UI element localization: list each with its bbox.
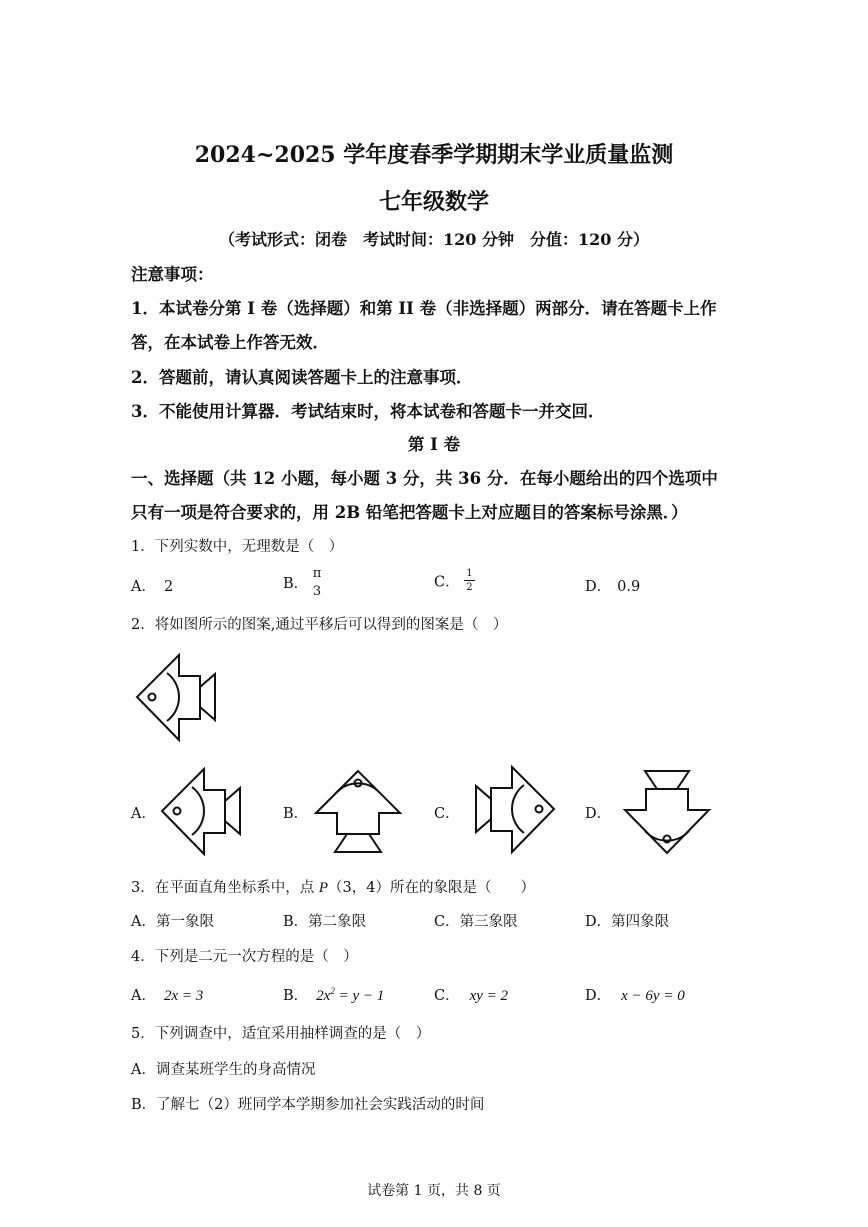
q4-option-d[interactable]: D． x − 6y = 0: [585, 988, 685, 1004]
note-3: 3．不能使用计算器．考试结束时，将本试卷和答题卡一并交回．: [131, 402, 605, 421]
q1-option-b[interactable]: B． π 3: [283, 566, 322, 599]
q3-option-a[interactable]: A．第一象限: [131, 914, 214, 930]
q2-option-a-label[interactable]: A．: [131, 806, 156, 822]
fraction-one-half: $\frac{1}{2}$: [466, 568, 473, 593]
q1-option-c[interactable]: C． $\frac{1}{2}$: [434, 568, 473, 593]
note-2: 2．答题前，请认真阅读答题卡上的注意事项．: [131, 368, 473, 387]
q2-option-c-fish-figure[interactable]: [469, 764, 559, 856]
page-footer: 试卷第 1 页，共 8 页: [367, 1183, 501, 1199]
exam-info: （考试形式：闭卷 考试时间：120 分钟 分值：120 分）: [219, 230, 649, 249]
note-1-line-2: 答，在本试卷上作答无效．: [131, 333, 329, 352]
q3-option-b[interactable]: B．第二象限: [283, 914, 367, 930]
question-5-stem: 5．下列调查中，适宜采用抽样调查的是（ ）: [131, 1026, 431, 1042]
q4-option-b[interactable]: B． $2x^2 = y - 1$: [283, 986, 385, 1004]
volume-heading: 第 I 卷: [407, 435, 461, 454]
notes-heading: 注意事项：: [131, 265, 214, 284]
q2-option-d-label[interactable]: D．: [585, 806, 612, 822]
section-heading-line-1: 一、选择题（共 12 小题，每小题 3 分，共 36 分．在每小题给出的四个选项中: [131, 469, 718, 488]
exam-subtitle: 七年级数学: [378, 189, 489, 215]
q2-option-c-label[interactable]: C．: [434, 806, 460, 822]
q2-original-fish-figure: [134, 652, 224, 744]
question-2-stem: 2．将如图所示的图案,通过平移后可以得到的图案是（ ）: [131, 617, 508, 633]
q2-option-b-fish-figure[interactable]: [314, 768, 404, 858]
question-3-stem: 3．在平面直角坐标系中，点 P（3，4）所在的象限是（ ）: [131, 880, 535, 896]
question-1-stem: 1．下列实数中，无理数是（ ）: [131, 539, 344, 555]
question-4-stem: 4．下列是二元一次方程的是（ ）: [131, 949, 358, 965]
exam-title: 2024~2025 学年度春季学期期末学业质量监测: [194, 142, 674, 168]
q2-option-d-fish-figure[interactable]: [622, 768, 712, 858]
q2-option-a-fish-figure[interactable]: [159, 766, 249, 858]
q4-option-a[interactable]: A． 2x = 3: [131, 988, 204, 1004]
q1-option-d[interactable]: D． 0.9: [585, 579, 641, 595]
q3-option-c[interactable]: C．第三象限: [434, 914, 518, 930]
q4-option-c[interactable]: C． xy = 2: [434, 988, 509, 1004]
q5-option-b[interactable]: B．了解七（2）班同学本学期参加社会实践活动的时间: [131, 1097, 485, 1113]
q1-option-a[interactable]: A． 2: [131, 579, 174, 595]
note-1-line-1: 1．本试卷分第 I 卷（选择题）和第 II 卷（非选择题）两部分．请在答题卡上作: [131, 299, 717, 318]
q5-option-a[interactable]: A．调查某班学生的身高情况: [131, 1062, 316, 1078]
q3-option-d[interactable]: D．第四象限: [585, 914, 670, 930]
fraction-pi-over-3: π 3: [312, 566, 322, 599]
q2-option-b-label[interactable]: B．: [283, 806, 309, 822]
section-heading-line-2: 只有一项是符合要求的，用 2B 铅笔把答题卡上对应题目的答案标号涂黑．）: [131, 503, 688, 522]
